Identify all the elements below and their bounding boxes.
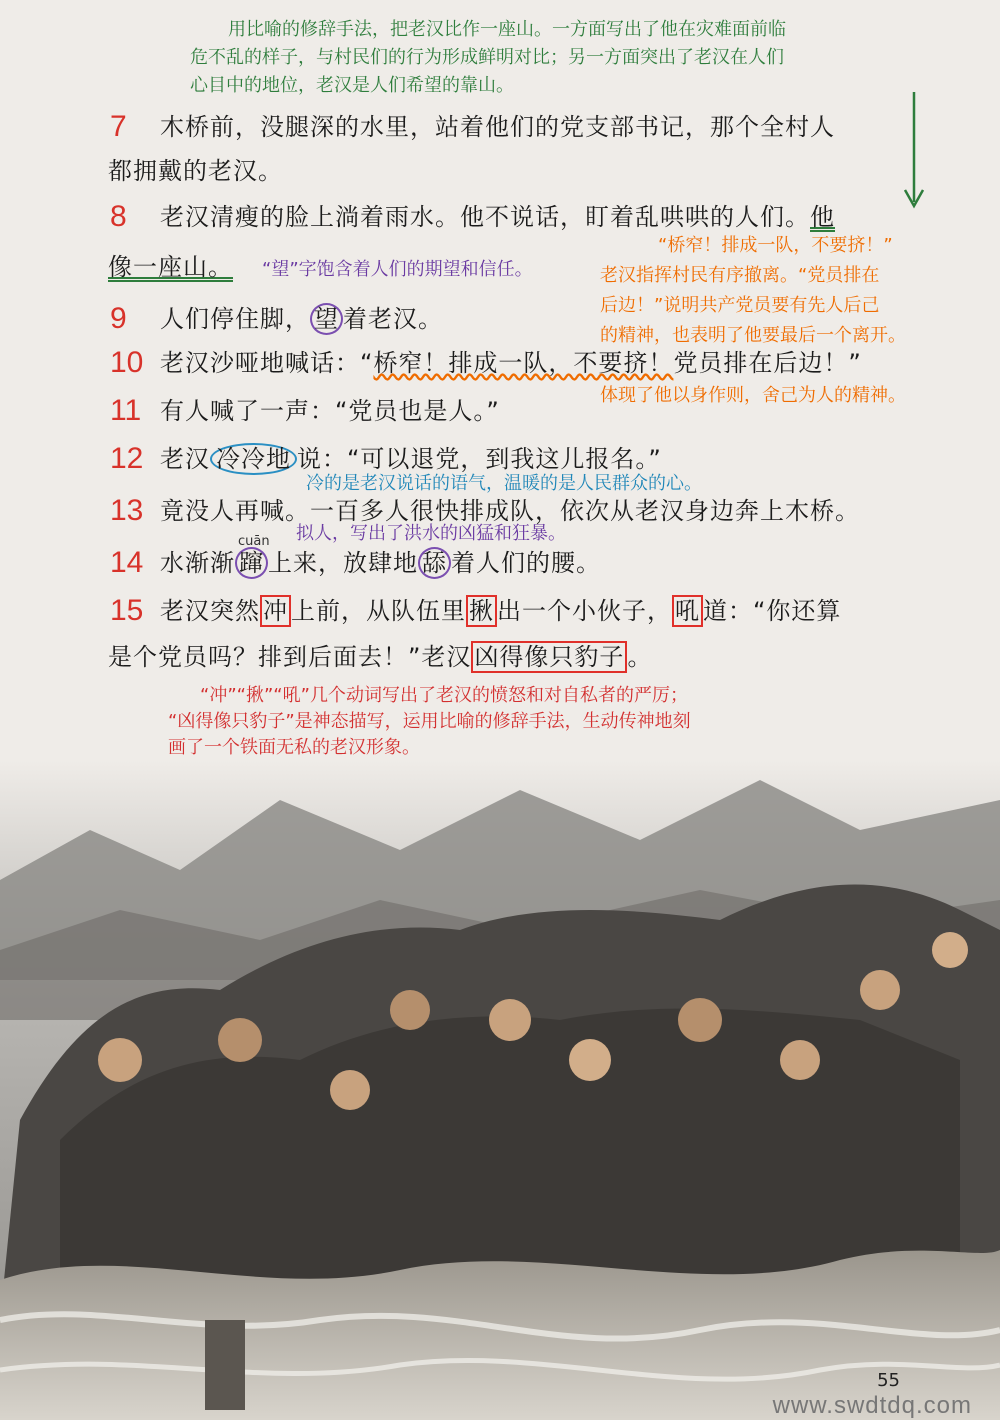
simile-underline-start: 他 <box>810 203 835 231</box>
paragraph-15-text-e: 是个党员吗？排到后面去！”老汉 <box>108 643 472 671</box>
pinyin-cuan: cuān <box>238 534 270 549</box>
annotation-simile-line1: 用比喻的修辞手法，把老汉比作一座山。一方面写出了他在灾难面前临 <box>228 19 786 40</box>
paragraph-number: 13 <box>110 494 144 527</box>
annotation-wang: “望”字饱含着人们的期望和信任。 <box>262 259 533 280</box>
simile-underline: 像一座山。 <box>108 253 233 281</box>
paragraph-10-text-b: 党员排在后边！” <box>673 349 862 377</box>
paragraph-number: 10 <box>110 346 144 379</box>
annotation-orange-line2: 老汉指挥村民有序撤离。“党员排在 <box>600 265 880 286</box>
paragraph-number: 7 <box>110 110 127 143</box>
page-number: 55 <box>877 1370 900 1391</box>
annotation-simile-line2: 危不乱的样子，与村民们的行为形成鲜明对比；另一方面突出了老汉在人们 <box>190 47 784 68</box>
paragraph-15-text-f: 。 <box>627 643 653 671</box>
paragraph-12-text-b: 说：“可以退党，到我这儿报名。” <box>297 445 662 473</box>
circled-word-lengleng: 冷冷地 <box>210 443 297 475</box>
boxed-phrase-leopard: 凶得像只豹子 <box>471 641 627 673</box>
paragraph-14-text-a: 水渐渐 <box>160 549 235 577</box>
paragraph-8-line1 <box>160 200 835 234</box>
paragraph-14-text-b: 上来，放肆地 <box>268 549 418 577</box>
paragraph-15-line1 <box>160 594 841 628</box>
paragraph-15-text-a: 老汉突然 <box>160 597 260 625</box>
paragraph-14-text-c: 着人们的腰。 <box>451 549 601 577</box>
paragraph-number: 15 <box>110 594 144 627</box>
paragraph-7-line2: 都拥戴的老汉。 <box>108 157 283 185</box>
wavy-underline: 桥窄！排成一队，不要挤！ <box>373 349 674 377</box>
paragraph-15-text-b: 上前，从队伍里 <box>291 597 466 625</box>
annotation-red-line1: “冲”“揪”“吼”几个动词写出了老汉的愤怒和对自私者的严厉； <box>200 685 688 706</box>
paragraph-9 <box>160 302 443 336</box>
paragraph-12-text-a: 老汉 <box>160 445 210 473</box>
annotation-red-line3: 画了一个铁面无私的老汉形象。 <box>168 737 420 758</box>
annotation-orange-line4: 的精神，也表明了他要最后一个离开。 <box>600 325 906 346</box>
boxed-word-chong: 冲 <box>260 595 291 627</box>
paragraph-number: 8 <box>110 200 127 233</box>
circled-word-wang: 望 <box>310 303 343 335</box>
circled-word-cuan: 蹿 <box>235 547 268 579</box>
annotation-orange-below: 体现了他以身作则，舍己为人的精神。 <box>600 385 906 406</box>
annotation-blue: 冷的是老汉说话的语气，温暖的是人民群众的心。 <box>306 473 702 494</box>
annotation-personification: 拟人，写出了洪水的凶猛和狂暴。 <box>296 523 566 544</box>
paragraph-9-text-b: 着老汉。 <box>343 305 443 333</box>
paragraph-8-line2 <box>108 250 233 284</box>
paragraph-14 <box>160 546 601 580</box>
circled-word-tian: 舔 <box>418 547 451 579</box>
boxed-word-hou: 吼 <box>672 595 703 627</box>
annotation-orange-line3: 后边！”说明共产党员要有先人后己 <box>600 295 880 316</box>
boxed-word-jiu: 揪 <box>466 595 497 627</box>
paragraph-number: 9 <box>110 302 127 335</box>
paragraph-9-text-a: 人们停住脚， <box>160 305 310 333</box>
paragraph-15-text-d: 道：“你还算 <box>703 597 842 625</box>
paragraph-number: 11 <box>110 394 142 427</box>
annotation-simile-line3: 心目中的地位，老汉是人们希望的靠山。 <box>190 75 514 96</box>
flood-crowd-illustration <box>0 760 1000 1420</box>
paragraph-13: 竟没人再喊。一百多人很快排成队，依次从老汉身边奔上木桥。 <box>160 497 860 525</box>
watermark: www.swdtdq.com <box>772 1392 972 1419</box>
paragraph-number: 14 <box>110 546 144 579</box>
paragraph-15-text-c: 出一个小伙子， <box>497 597 672 625</box>
paragraph-number: 12 <box>110 442 144 475</box>
paragraph-15-line2 <box>108 640 652 674</box>
paragraph-8-text: 老汉清瘦的脸上淌着雨水。他不说话，盯着乱哄哄的人们。 <box>160 203 810 231</box>
down-arrow-icon <box>904 92 924 212</box>
paragraph-10-text-a: 老汉沙哑地喊话：“ <box>160 349 374 377</box>
paragraph-10 <box>160 346 862 380</box>
paragraph-11: 有人喊了一声：“党员也是人。” <box>160 397 500 425</box>
annotation-orange-line1: “桥窄！排成一队，不要挤！” <box>658 235 893 256</box>
annotation-red-line2: “凶得像只豹子”是神态描写，运用比喻的修辞手法，生动传神地刻 <box>168 711 691 732</box>
paragraph-7-line1: 木桥前，没腿深的水里，站着他们的党支部书记，那个全村人 <box>160 113 835 141</box>
